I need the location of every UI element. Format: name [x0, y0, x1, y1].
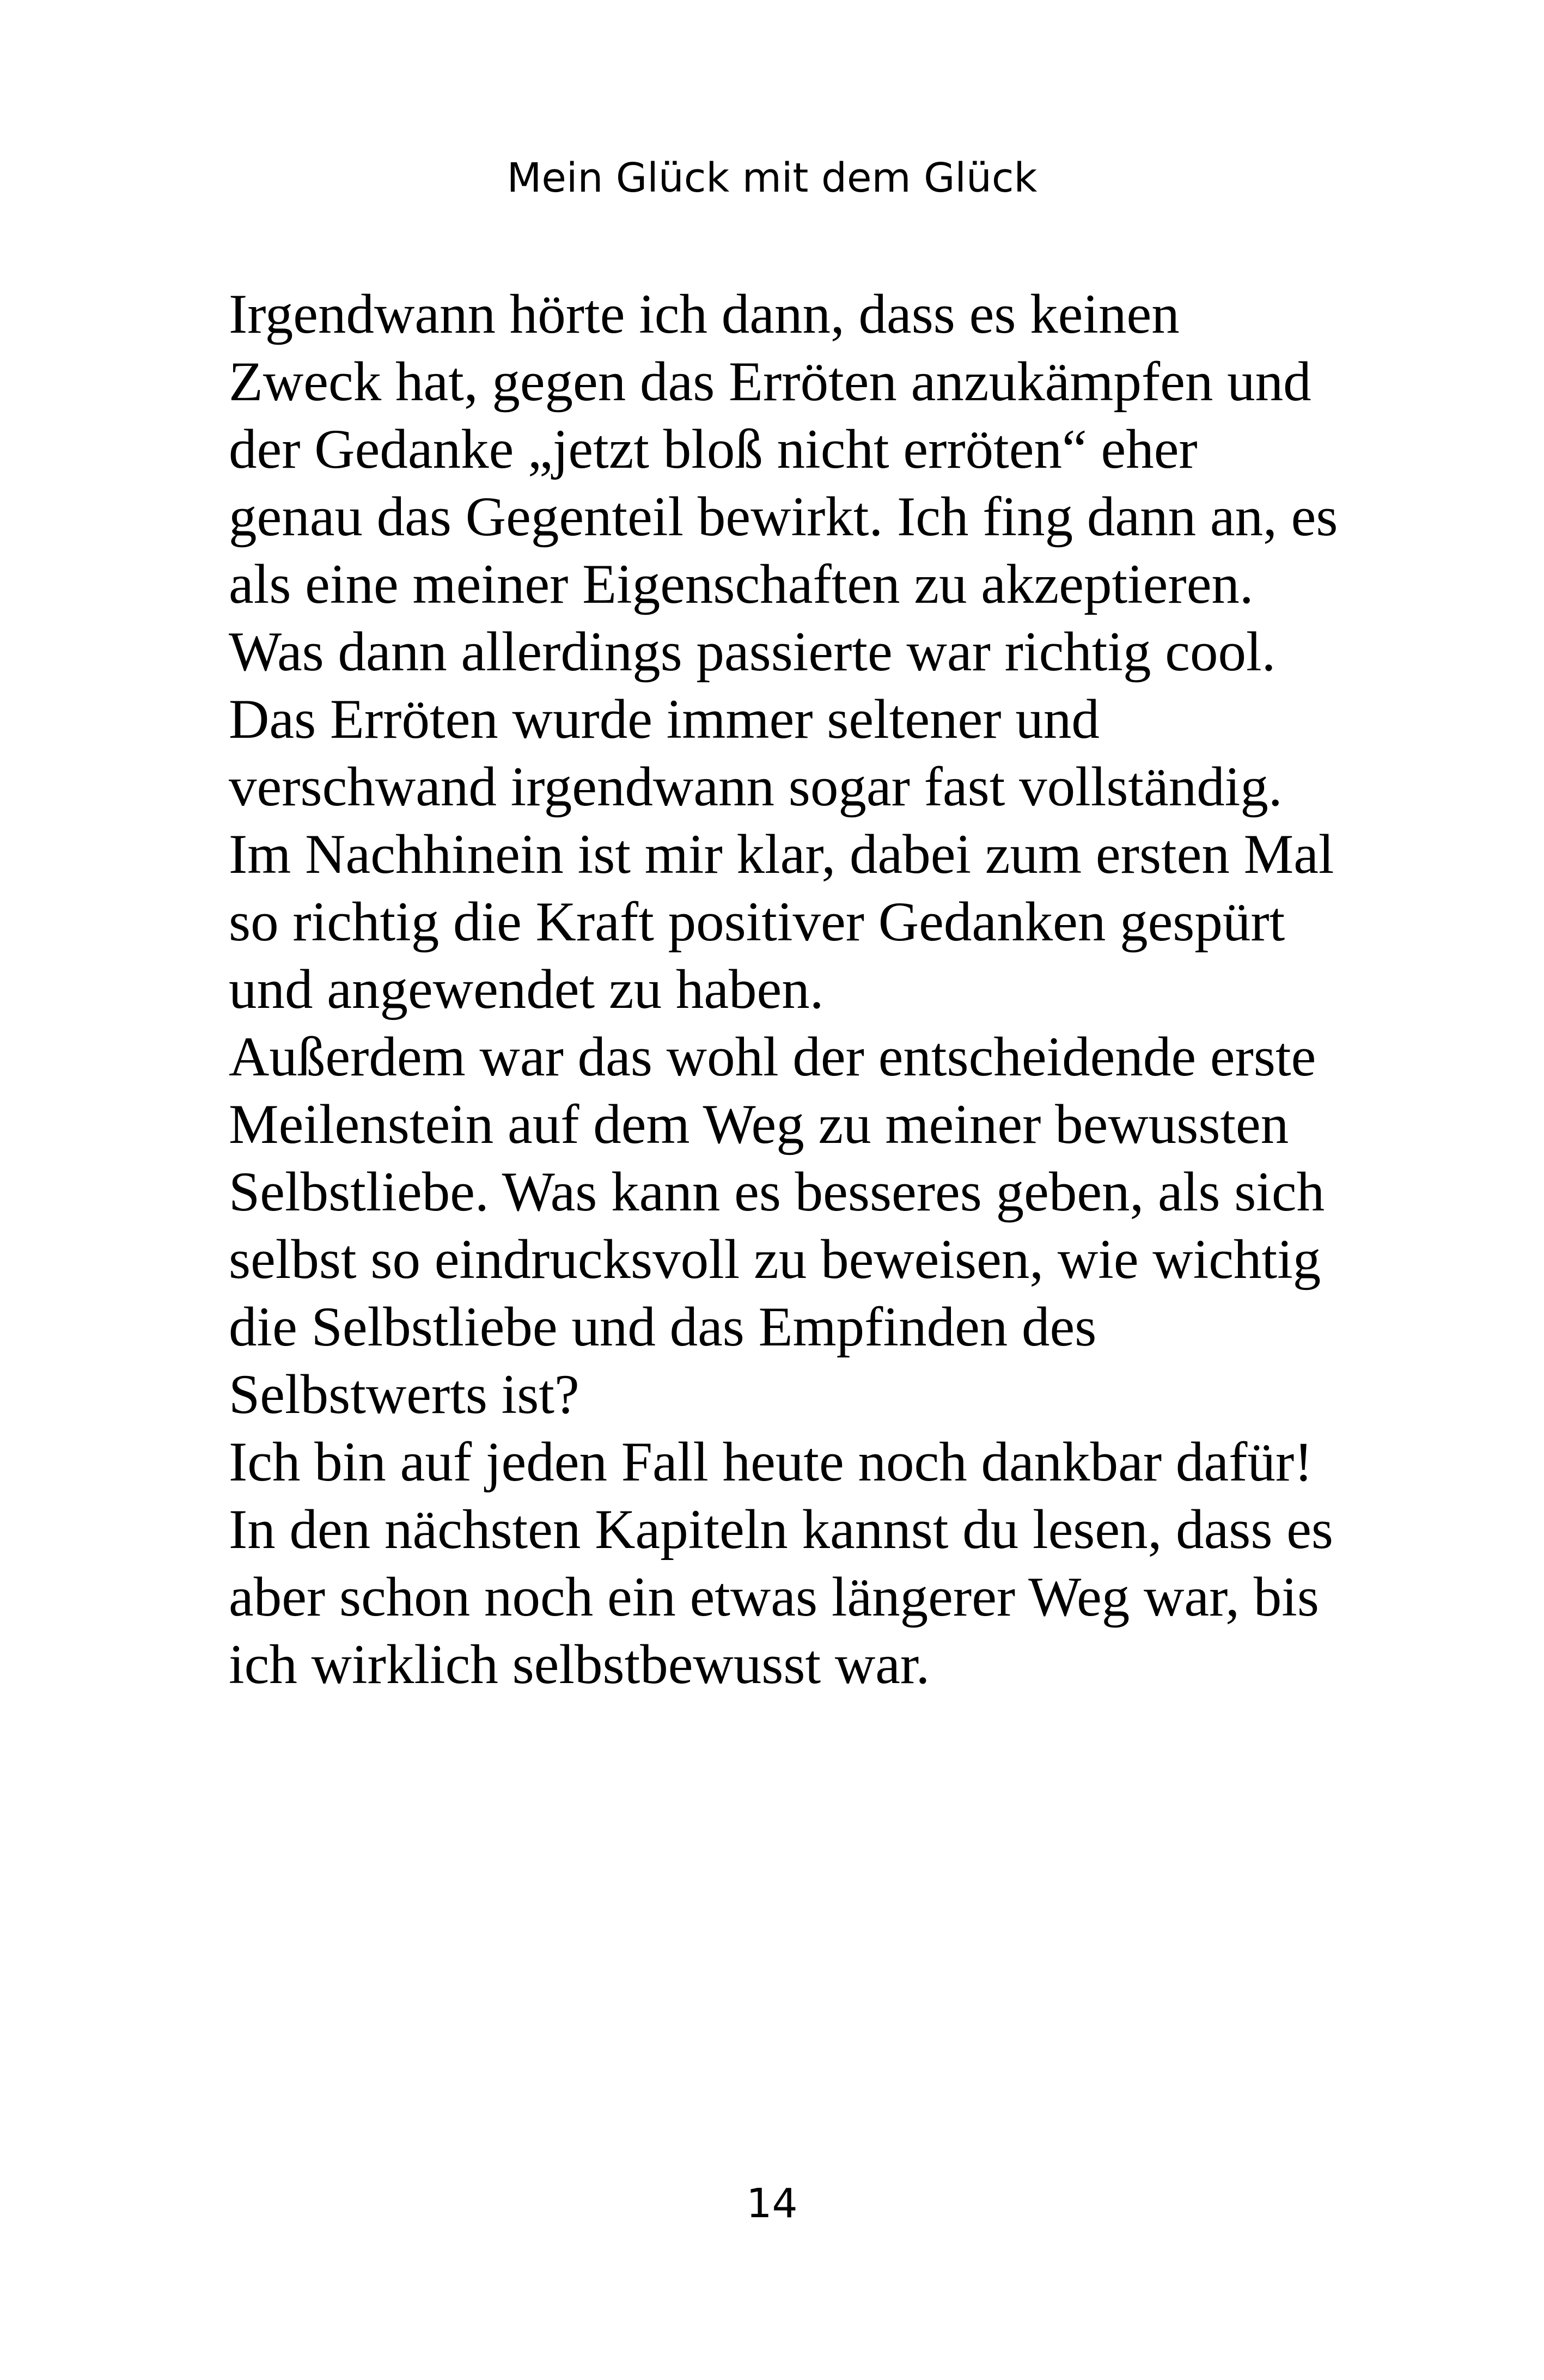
text-line: der Gedanke „jetzt bloß nicht erröten“ eher	[229, 418, 1198, 480]
text-line: und angewendet zu haben.	[229, 958, 824, 1020]
text-line: aber schon noch ein etwas längerer Weg war, bis	[229, 1566, 1320, 1628]
text-line: Selbstwerts ist?	[229, 1363, 579, 1425]
text-line: Zweck hat, gegen das Erröten anzukämpfen und	[229, 351, 1311, 413]
text-line: Das Erröten wurde immer seltener und	[229, 688, 1100, 750]
text-line: selbst so eindrucksvoll zu beweisen, wie wichtig	[229, 1228, 1321, 1290]
text-line: ich wirklich selbstbewusst war.	[229, 1633, 930, 1696]
text-line: In den nächsten Kapiteln kannst du lesen, dass es	[229, 1498, 1334, 1561]
text-line: die Selbstliebe und das Empfinden des	[229, 1296, 1097, 1358]
running-header: Mein Glück mit dem Glück	[506, 155, 1038, 201]
text-line: Selbstliebe. Was kann es besseres geben, als sich	[229, 1161, 1325, 1223]
text-line: so richtig die Kraft positiver Gedanken gespürt	[229, 891, 1285, 953]
text-line: als eine meiner Eigenschaften zu akzeptieren.	[229, 553, 1254, 615]
text-line: Irgendwann hörte ich dann, dass es keinen	[229, 283, 1180, 345]
text-line: Ich bin auf jeden Fall heute noch dankbar dafür!	[229, 1431, 1313, 1493]
page-number: 14	[746, 2180, 798, 2227]
text-line: Meilenstein auf dem Weg zu meiner bewussten	[229, 1093, 1289, 1155]
text-line: Was dann allerdings passierte war richtig cool.	[229, 621, 1276, 683]
text-line: verschwand irgendwann sogar fast vollständig.	[229, 756, 1283, 818]
text-line: genau das Gegenteil bewirkt. Ich fing dann an, es	[229, 486, 1338, 548]
text-line: Im Nachhinein ist mir klar, dabei zum ersten Mal	[229, 823, 1334, 885]
body-text	[229, 280, 1372, 1698]
text-line: Außerdem war das wohl der entscheidende erste	[229, 1026, 1316, 1088]
